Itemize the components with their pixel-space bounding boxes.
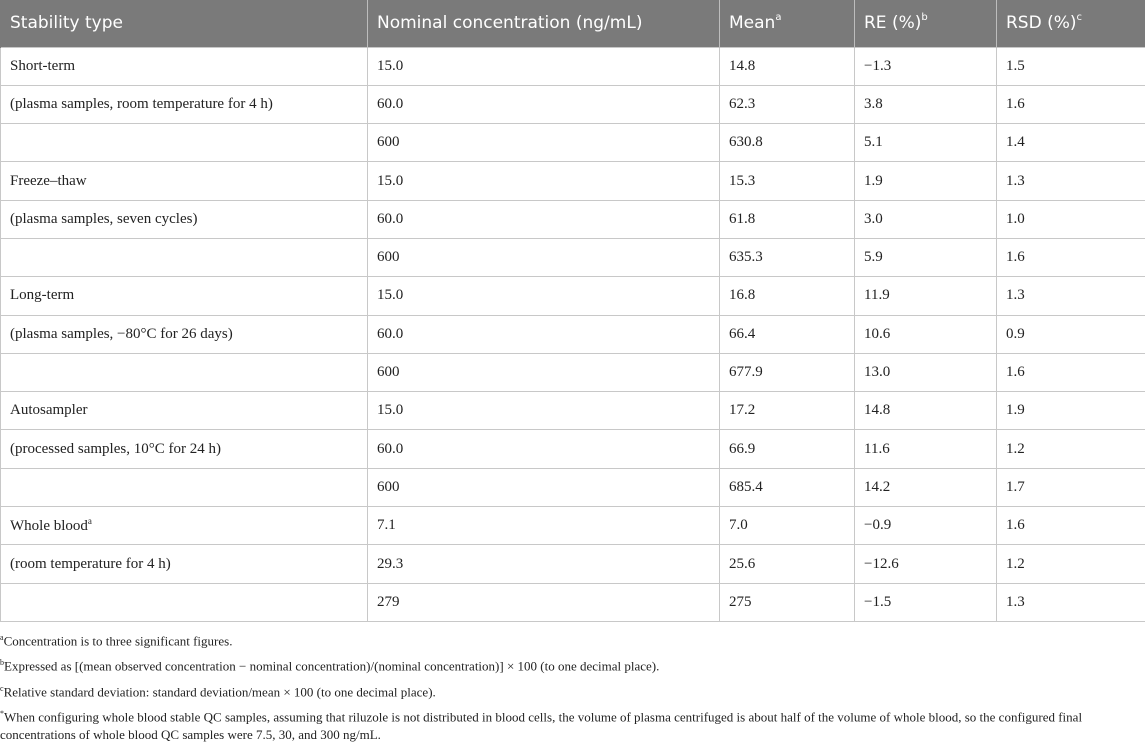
cell-re: −0.9	[855, 507, 997, 545]
cell-rsd: 1.0	[997, 200, 1145, 238]
footnote-mark: c	[0, 684, 4, 693]
footnote-mark: a	[0, 633, 4, 642]
cell-mean: 66.4	[720, 315, 855, 353]
cell-rsd: 1.6	[997, 238, 1145, 276]
cell-rsd: 1.2	[997, 545, 1145, 583]
cell-re: 1.9	[855, 162, 997, 200]
footnote	[0, 705, 1140, 744]
cell-stability-type	[1, 468, 368, 506]
table-row	[1, 124, 1145, 162]
cell-stability-type: Freeze–thaw	[1, 162, 368, 200]
cell-nominal-concentration: 600	[368, 353, 720, 391]
footnote-mark: *	[0, 709, 4, 718]
cell-mean: 25.6	[720, 545, 855, 583]
cell-re: 3.0	[855, 200, 997, 238]
footnote	[0, 654, 1140, 675]
header-re: RE (%)$^b$	[855, 0, 997, 47]
table-row	[1, 468, 1145, 506]
cell-stability-type	[1, 353, 368, 391]
table-row	[1, 392, 1145, 430]
cell-stability-type: (plasma samples, room temperature for 4 h)	[1, 85, 368, 123]
table-body	[1, 47, 1145, 621]
cell-re: 11.6	[855, 430, 997, 468]
header-re-footnote-mark: b	[921, 12, 927, 23]
footnote-text: Concentration is to three significant figures.	[4, 633, 233, 648]
cell-nominal-concentration: 279	[368, 583, 720, 621]
table-row	[1, 238, 1145, 276]
cell-stability-type: (room temperature for 4 h)	[1, 545, 368, 583]
cell-stability-type	[1, 583, 368, 621]
table-row	[1, 85, 1145, 123]
cell-stability-type: (plasma samples, −80°C for 26 days)	[1, 315, 368, 353]
cell-mean: 685.4	[720, 468, 855, 506]
cell-rsd: 1.7	[997, 468, 1145, 506]
cell-nominal-concentration: 29.3	[368, 545, 720, 583]
cell-stability-type: (processed samples, 10°C for 24 h)	[1, 430, 368, 468]
cell-nominal-concentration: 15.0	[368, 392, 720, 430]
table-header-row	[1, 0, 1145, 47]
cell-stability-type	[1, 238, 368, 276]
cell-nominal-concentration: 15.0	[368, 47, 720, 85]
cell-mean: 62.3	[720, 85, 855, 123]
cell-mean: 275	[720, 583, 855, 621]
cell-mean: 17.2	[720, 392, 855, 430]
table-row	[1, 162, 1145, 200]
header-rsd-footnote-mark: c	[1077, 12, 1083, 23]
cell-nominal-concentration: 600	[368, 124, 720, 162]
cell-mean: 14.8	[720, 47, 855, 85]
cell-mean: 66.9	[720, 430, 855, 468]
cell-mean: 677.9	[720, 353, 855, 391]
cell-nominal-concentration: 7.1	[368, 507, 720, 545]
cell-rsd: 0.9	[997, 315, 1145, 353]
footnote-text: When configuring whole blood stable QC samples, assuming that riluzole is not distributed in blood cells, the volume of plasma centrifuged is about half of the volume of whole blood, so the configured final concentrations of whole blood QC samples were 7.5, 30, and 300 ng/mL.	[0, 709, 1082, 742]
cell-mean: 16.8	[720, 277, 855, 315]
cell-mean: 630.8	[720, 124, 855, 162]
footnote-text: Expressed as [(mean observed concentration − nominal concentration)/(nominal concentration)] × 100 (to one decimal place).	[4, 659, 659, 674]
table-row	[1, 47, 1145, 85]
cell-rsd: 1.4	[997, 124, 1145, 162]
cell-stability-type: Whole blood$^a$	[1, 507, 368, 545]
cell-stability-type: Short-term	[1, 47, 368, 85]
cell-re: 3.8	[855, 85, 997, 123]
footnote-mark: b	[0, 658, 4, 667]
cell-rsd: 1.6	[997, 353, 1145, 391]
cell-stability-type: (plasma samples, seven cycles)	[1, 200, 368, 238]
cell-rsd: 1.3	[997, 162, 1145, 200]
cell-re: −1.5	[855, 583, 997, 621]
cell-re: 11.9	[855, 277, 997, 315]
cell-nominal-concentration: 600	[368, 238, 720, 276]
cell-rsd: 1.3	[997, 277, 1145, 315]
cell-rsd: 1.5	[997, 47, 1145, 85]
cell-stability-type	[1, 124, 368, 162]
table-row	[1, 430, 1145, 468]
table-footnotes	[0, 629, 1140, 748]
cell-nominal-concentration: 15.0	[368, 162, 720, 200]
footnote-text: Relative standard deviation: standard deviation/mean × 100 (to one decimal place).	[4, 684, 436, 699]
cell-rsd: 1.6	[997, 507, 1145, 545]
cell-re: 5.9	[855, 238, 997, 276]
header-nominal-concentration: Nominal concentration (ng/mL)	[368, 0, 720, 47]
cell-nominal-concentration: 60.0	[368, 430, 720, 468]
cell-nominal-concentration: 60.0	[368, 85, 720, 123]
table-row	[1, 545, 1145, 583]
footnote	[0, 629, 1140, 650]
cell-nominal-concentration: 60.0	[368, 315, 720, 353]
footnote-mark: a	[88, 516, 92, 526]
cell-nominal-concentration: 60.0	[368, 200, 720, 238]
cell-re: 10.6	[855, 315, 997, 353]
table-row	[1, 315, 1145, 353]
header-stability-type: Stability type	[1, 0, 368, 47]
cell-re: 14.2	[855, 468, 997, 506]
cell-rsd: 1.9	[997, 392, 1145, 430]
header-mean: Mean$^a$	[720, 0, 855, 47]
cell-re: 14.8	[855, 392, 997, 430]
cell-rsd: 1.6	[997, 85, 1145, 123]
cell-rsd: 1.2	[997, 430, 1145, 468]
table-row	[1, 583, 1145, 621]
cell-re: 5.1	[855, 124, 997, 162]
header-rsd: RSD (%)$^c$	[997, 0, 1145, 47]
cell-mean: 15.3	[720, 162, 855, 200]
cell-stability-type: Autosampler	[1, 392, 368, 430]
cell-re: −1.3	[855, 47, 997, 85]
cell-re: 13.0	[855, 353, 997, 391]
cell-rsd: 1.3	[997, 583, 1145, 621]
table-row	[1, 200, 1145, 238]
cell-mean: 61.8	[720, 200, 855, 238]
footnote	[0, 680, 1140, 701]
cell-nominal-concentration: 600	[368, 468, 720, 506]
cell-stability-type: Long-term	[1, 277, 368, 315]
cell-mean: 635.3	[720, 238, 855, 276]
table-row	[1, 507, 1145, 545]
cell-re: −12.6	[855, 545, 997, 583]
header-mean-footnote-mark: a	[775, 12, 781, 23]
cell-mean: 7.0	[720, 507, 855, 545]
table-row	[1, 353, 1145, 391]
cell-nominal-concentration: 15.0	[368, 277, 720, 315]
table-row	[1, 277, 1145, 315]
